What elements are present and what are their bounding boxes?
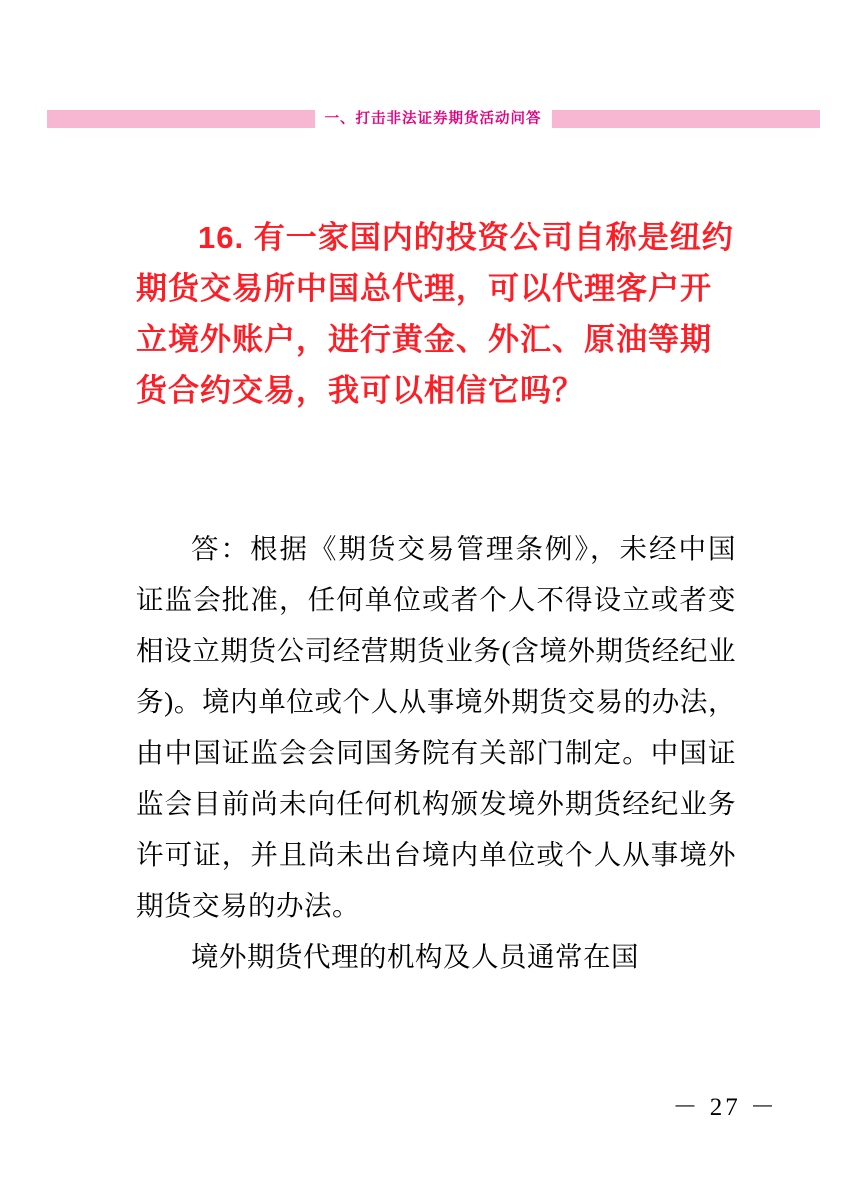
question-heading: 16. 有一家国内的投资公司自称是纽约期货交易所中国总代理，可以代理客户开立境外账户，进行黄金、外汇、原油等期货合约交易，我可以相信它吗？: [136, 220, 734, 408]
answer-body: [136, 523, 736, 982]
answer-paragraph-2: 境外期货代理的机构及人员通常在国: [191, 941, 639, 972]
page-number: － 27 －: [672, 1094, 778, 1121]
running-header: [0, 106, 866, 132]
header-bar-left: [47, 110, 315, 128]
header-bar-right: [552, 110, 820, 128]
answer-paragraph-1: 答：根据《期货交易管理条例》，未经中国证监会批准，任何单位或者个人不得设立或者变相设立期货公司经营期货业务(含境外期货经纪业务)。境内单位或个人从事境外期货交易的办法，由中国证监会会同国务院有关部门制定。中国证监会目前尚未向任何机构颁发境外期货经纪业务许可证，并且尚未出台境内单位或个人从事境外期货交易的办法。: [136, 533, 736, 921]
header-title: 一、打击非法证券期货活动问答: [315, 110, 552, 128]
